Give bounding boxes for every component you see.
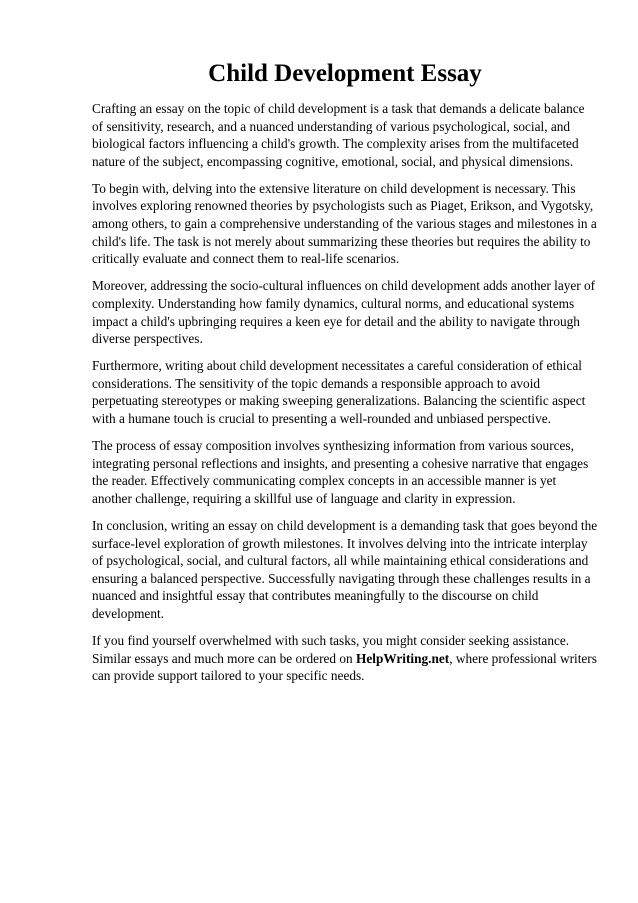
paragraph-composition: The process of essay composition involves synthesizing information from various sources, integrating personal reflections and insights, and presenting a cohesive narrative that engages the reader. Effectively communicating complex concepts in an accessible manner is yet another challenge, requiring a skillful use of language and clarity in expression. [92, 438, 589, 506]
paragraph-intro: Crafting an essay on the topic of child development is a task that demands a delicate balance of sensitivity, research, and a nuanced understanding of various psychological, social, and biological factors influencing a child's growth. The complexity arises from the multifaceted nature of the subject, encompassing cognitive, emotional, social, and physical dimensions. [92, 101, 585, 169]
closing-text-before: If you find yourself overwhelmed with such tasks, you might consider seeking assistance. Similar essays and much more can be ordered on [92, 633, 570, 666]
paragraph-literature: To begin with, delving into the extensive literature on child development is necessary. This involves exploring renowned theories by psychologists such as Piaget, Erikson, and Vygotsky, among others, to gain a comprehensive understanding of the various stages and milestones in a child's life. The task is not merely about summarizing these theories but requires the ability to critically evaluate and connect them to real-life scenarios. [92, 180, 597, 267]
paragraph-ethics: Furthermore, writing about child development necessitates a careful consideration of ethical considerations. The sensitivity of the topic demands a responsible approach to avoid perpetuating stereotypes or making sweeping generalizations. Balancing the scientific aspect with a humane touch is crucial to presenting a well-rounded and unbiased perspective. [92, 358, 586, 426]
brand-link[interactable]: HelpWriting.net [356, 650, 450, 666]
page-title: Child Development Essay [208, 60, 482, 87]
paragraph-conclusion: In conclusion, writing an essay on child development is a demanding task that goes beyond the surface-level exploration of growth milestones. It involves delving into the intricate interplay of psychological, social, and cultural factors, all while maintaining ethical considerations and ensuring a balanced perspective. Successfully navigating through these challenges results in a nuanced and insightful essay that contributes meaningfully to the discourse on child development. [92, 517, 598, 621]
paragraph-closing [92, 632, 598, 685]
paragraph-socio-cultural: Moreover, addressing the socio-cultural influences on child development adds another layer of complexity. Understanding how family dynamics, cultural norms, and educational systems impact a child's upbringing requires a keen eye for detail and the ability to navigate through diverse perspectives. [92, 278, 596, 347]
closing-text-after: , where professional writers can provide support tailored to your specific needs. [92, 650, 597, 684]
